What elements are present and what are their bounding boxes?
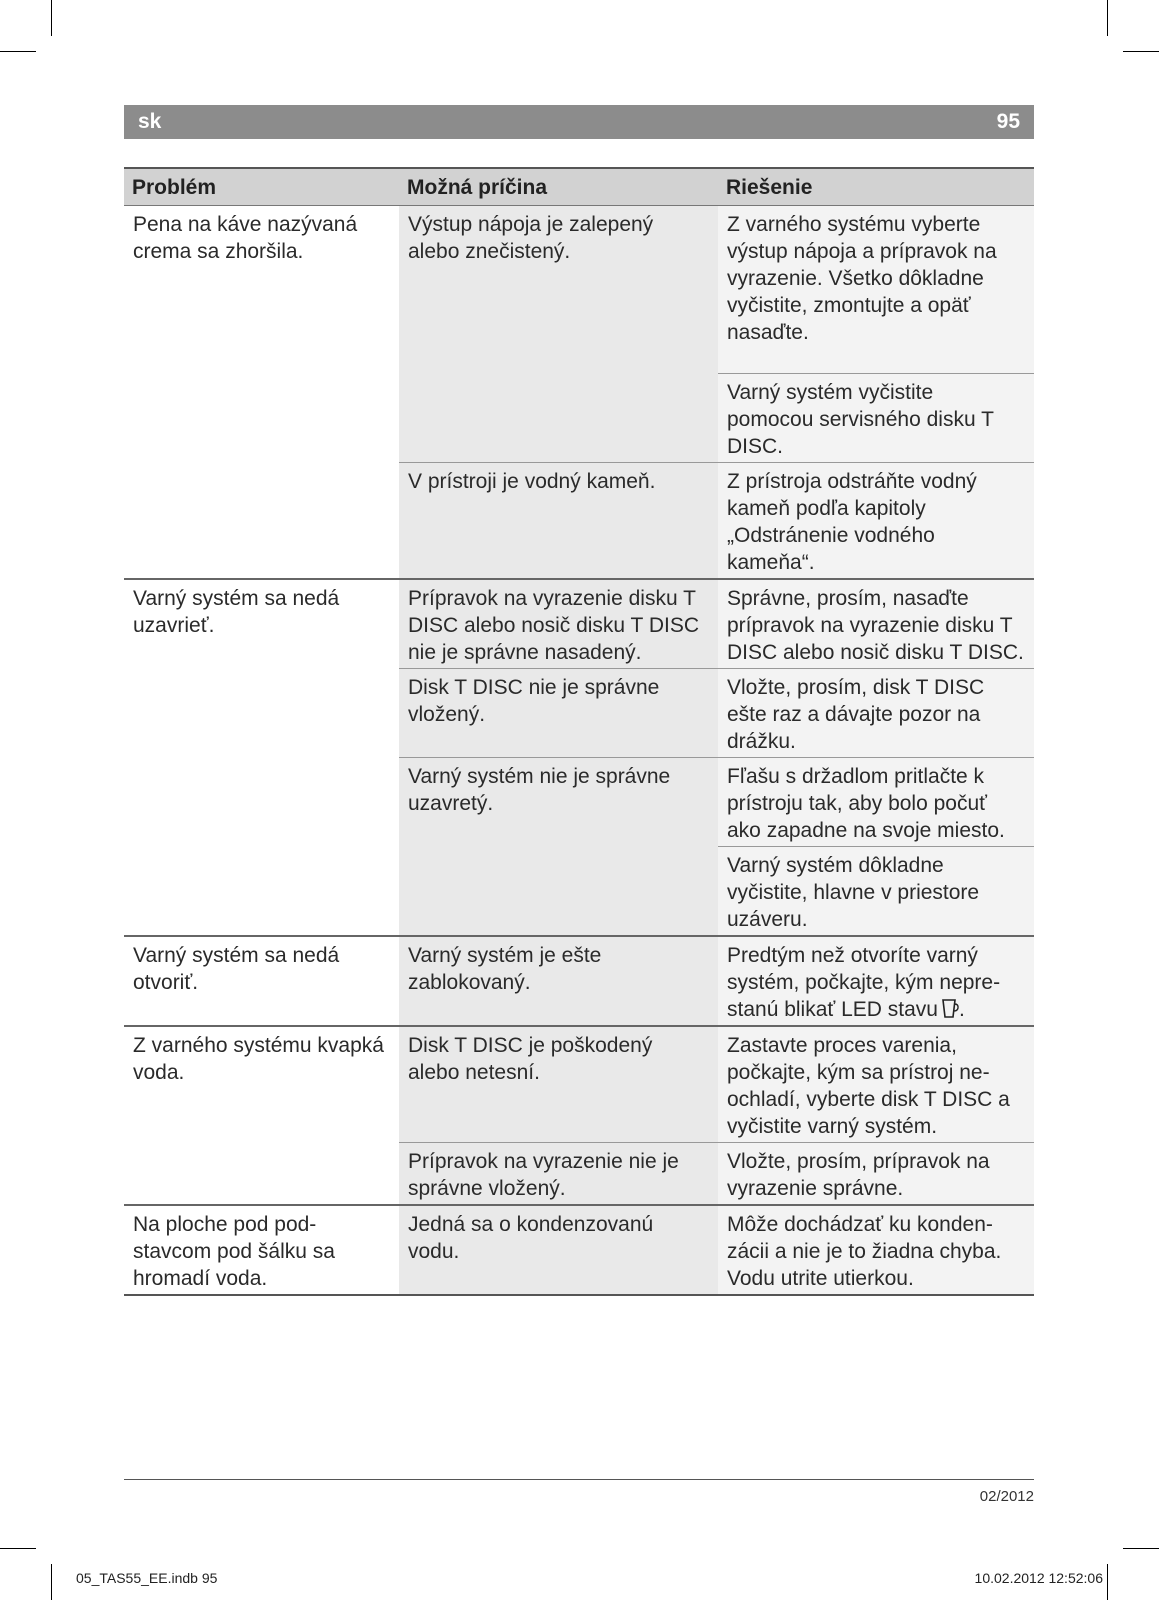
column-header-cause: Možná príčina [399, 168, 718, 206]
page-header [124, 105, 1034, 139]
solution-cell: Z prístroja odstráňte vodný kameň podľa kapitoly „Odstránenie vodného kameňa“. [718, 463, 1034, 580]
crop-mark [51, 0, 52, 36]
crop-mark [1123, 51, 1159, 52]
cause-cell: Disk T DISC je poškodený alebo netesní. [399, 1026, 718, 1143]
solution-cell: Zastavte proces varenia, počkajte, kým sa prístroj ne-ochladí, vyberte disk T DISC a vyčistite varný systém. [718, 1026, 1034, 1143]
solution-cell: Vložte, prosím, prípravok na vyrazenie správne. [718, 1143, 1034, 1206]
cause-cell: Varný systém je ešte zablokovaný. [399, 936, 718, 1026]
solution-cell: Fľašu s držadlom pritlačte k prístroju tak, aby bolo počuť ako zapadne na svoje miesto. [718, 758, 1034, 847]
solution-cell [718, 936, 1034, 1026]
solution-cell: Z varného systému vyberte výstup nápoja a prípravok na vyrazenie. Všetko dôkladne vyčistite, zmontujte a opäť nasaďte. [718, 206, 1034, 374]
table-row [124, 1205, 1034, 1295]
language-code: sk [138, 110, 162, 133]
footer-divider [124, 1479, 1034, 1480]
crop-mark [1107, 0, 1108, 36]
table-row [124, 1026, 1034, 1143]
crop-mark [1123, 1548, 1159, 1549]
crop-mark [0, 51, 36, 52]
problem-cell: Varný systém sa nedá uzavrieť. [124, 579, 399, 936]
cause-cell: Prípravok na vyrazenie nie je správne vložený. [399, 1143, 718, 1206]
page-number: 95 [996, 110, 1020, 133]
problem-cell: Z varného systému kvapká voda. [124, 1026, 399, 1205]
column-header-problem: Problém [124, 168, 399, 206]
solution-cell: Varný systém vyčistite pomocou servisného disku T DISC. [718, 374, 1034, 463]
table-row [124, 936, 1034, 1026]
solution-cell: Správne, prosím, nasaďte prípravok na vyrazenie disku T DISC alebo nosič disku T DISC. [718, 579, 1034, 669]
crop-mark [1107, 1564, 1108, 1600]
column-header-solution: Riešenie [718, 168, 1034, 206]
problem-cell: Na ploche pod pod-stavcom pod šálku sa hromadí voda. [124, 1205, 399, 1295]
period-text: . [958, 998, 965, 1021]
solution-text: Predtým než otvoríte varný systém, počkajte, kým nepre-stanú blikať LED stavu [727, 944, 1001, 1021]
print-slug-file: 05_TAS55_EE.indb 95 [76, 1570, 218, 1586]
solution-cell: Varný systém dôkladne vyčistite, hlavne v priestore uzáveru. [718, 847, 1034, 937]
cup-icon [941, 998, 959, 1020]
problem-cell: Varný systém sa nedá otvoriť. [124, 936, 399, 1026]
table-row [124, 206, 1034, 374]
cause-cell: Disk T DISC nie je správne vložený. [399, 669, 718, 758]
cause-cell: Jedná sa o kondenzovanú vodu. [399, 1205, 718, 1295]
crop-mark [0, 1548, 36, 1549]
table-row [124, 579, 1034, 669]
troubleshooting-table [124, 167, 1034, 1296]
cause-cell: Výstup nápoja je zalepený alebo znečistený. [399, 206, 718, 463]
cause-cell: V prístroji je vodný kameň. [399, 463, 718, 580]
table-header-row [124, 168, 1034, 206]
solution-cell: Môže dochádzať ku konden-zácii a nie je to žiadna chyba. Vodu utrite utierkou. [718, 1205, 1034, 1295]
problem-cell: Pena na káve nazývaná crema sa zhoršila. [124, 206, 399, 580]
solution-cell: Vložte, prosím, disk T DISC ešte raz a dávajte pozor na drážku. [718, 669, 1034, 758]
footer-date: 02/2012 [979, 1488, 1034, 1505]
crop-mark [51, 1564, 52, 1600]
print-slug-timestamp: 10.02.2012 12:52:06 [974, 1570, 1103, 1586]
cause-cell: Prípravok na vyrazenie disku T DISC alebo nosič disku T DISC nie je správne nasadený. [399, 579, 718, 669]
cause-cell: Varný systém nie je správne uzavretý. [399, 758, 718, 937]
